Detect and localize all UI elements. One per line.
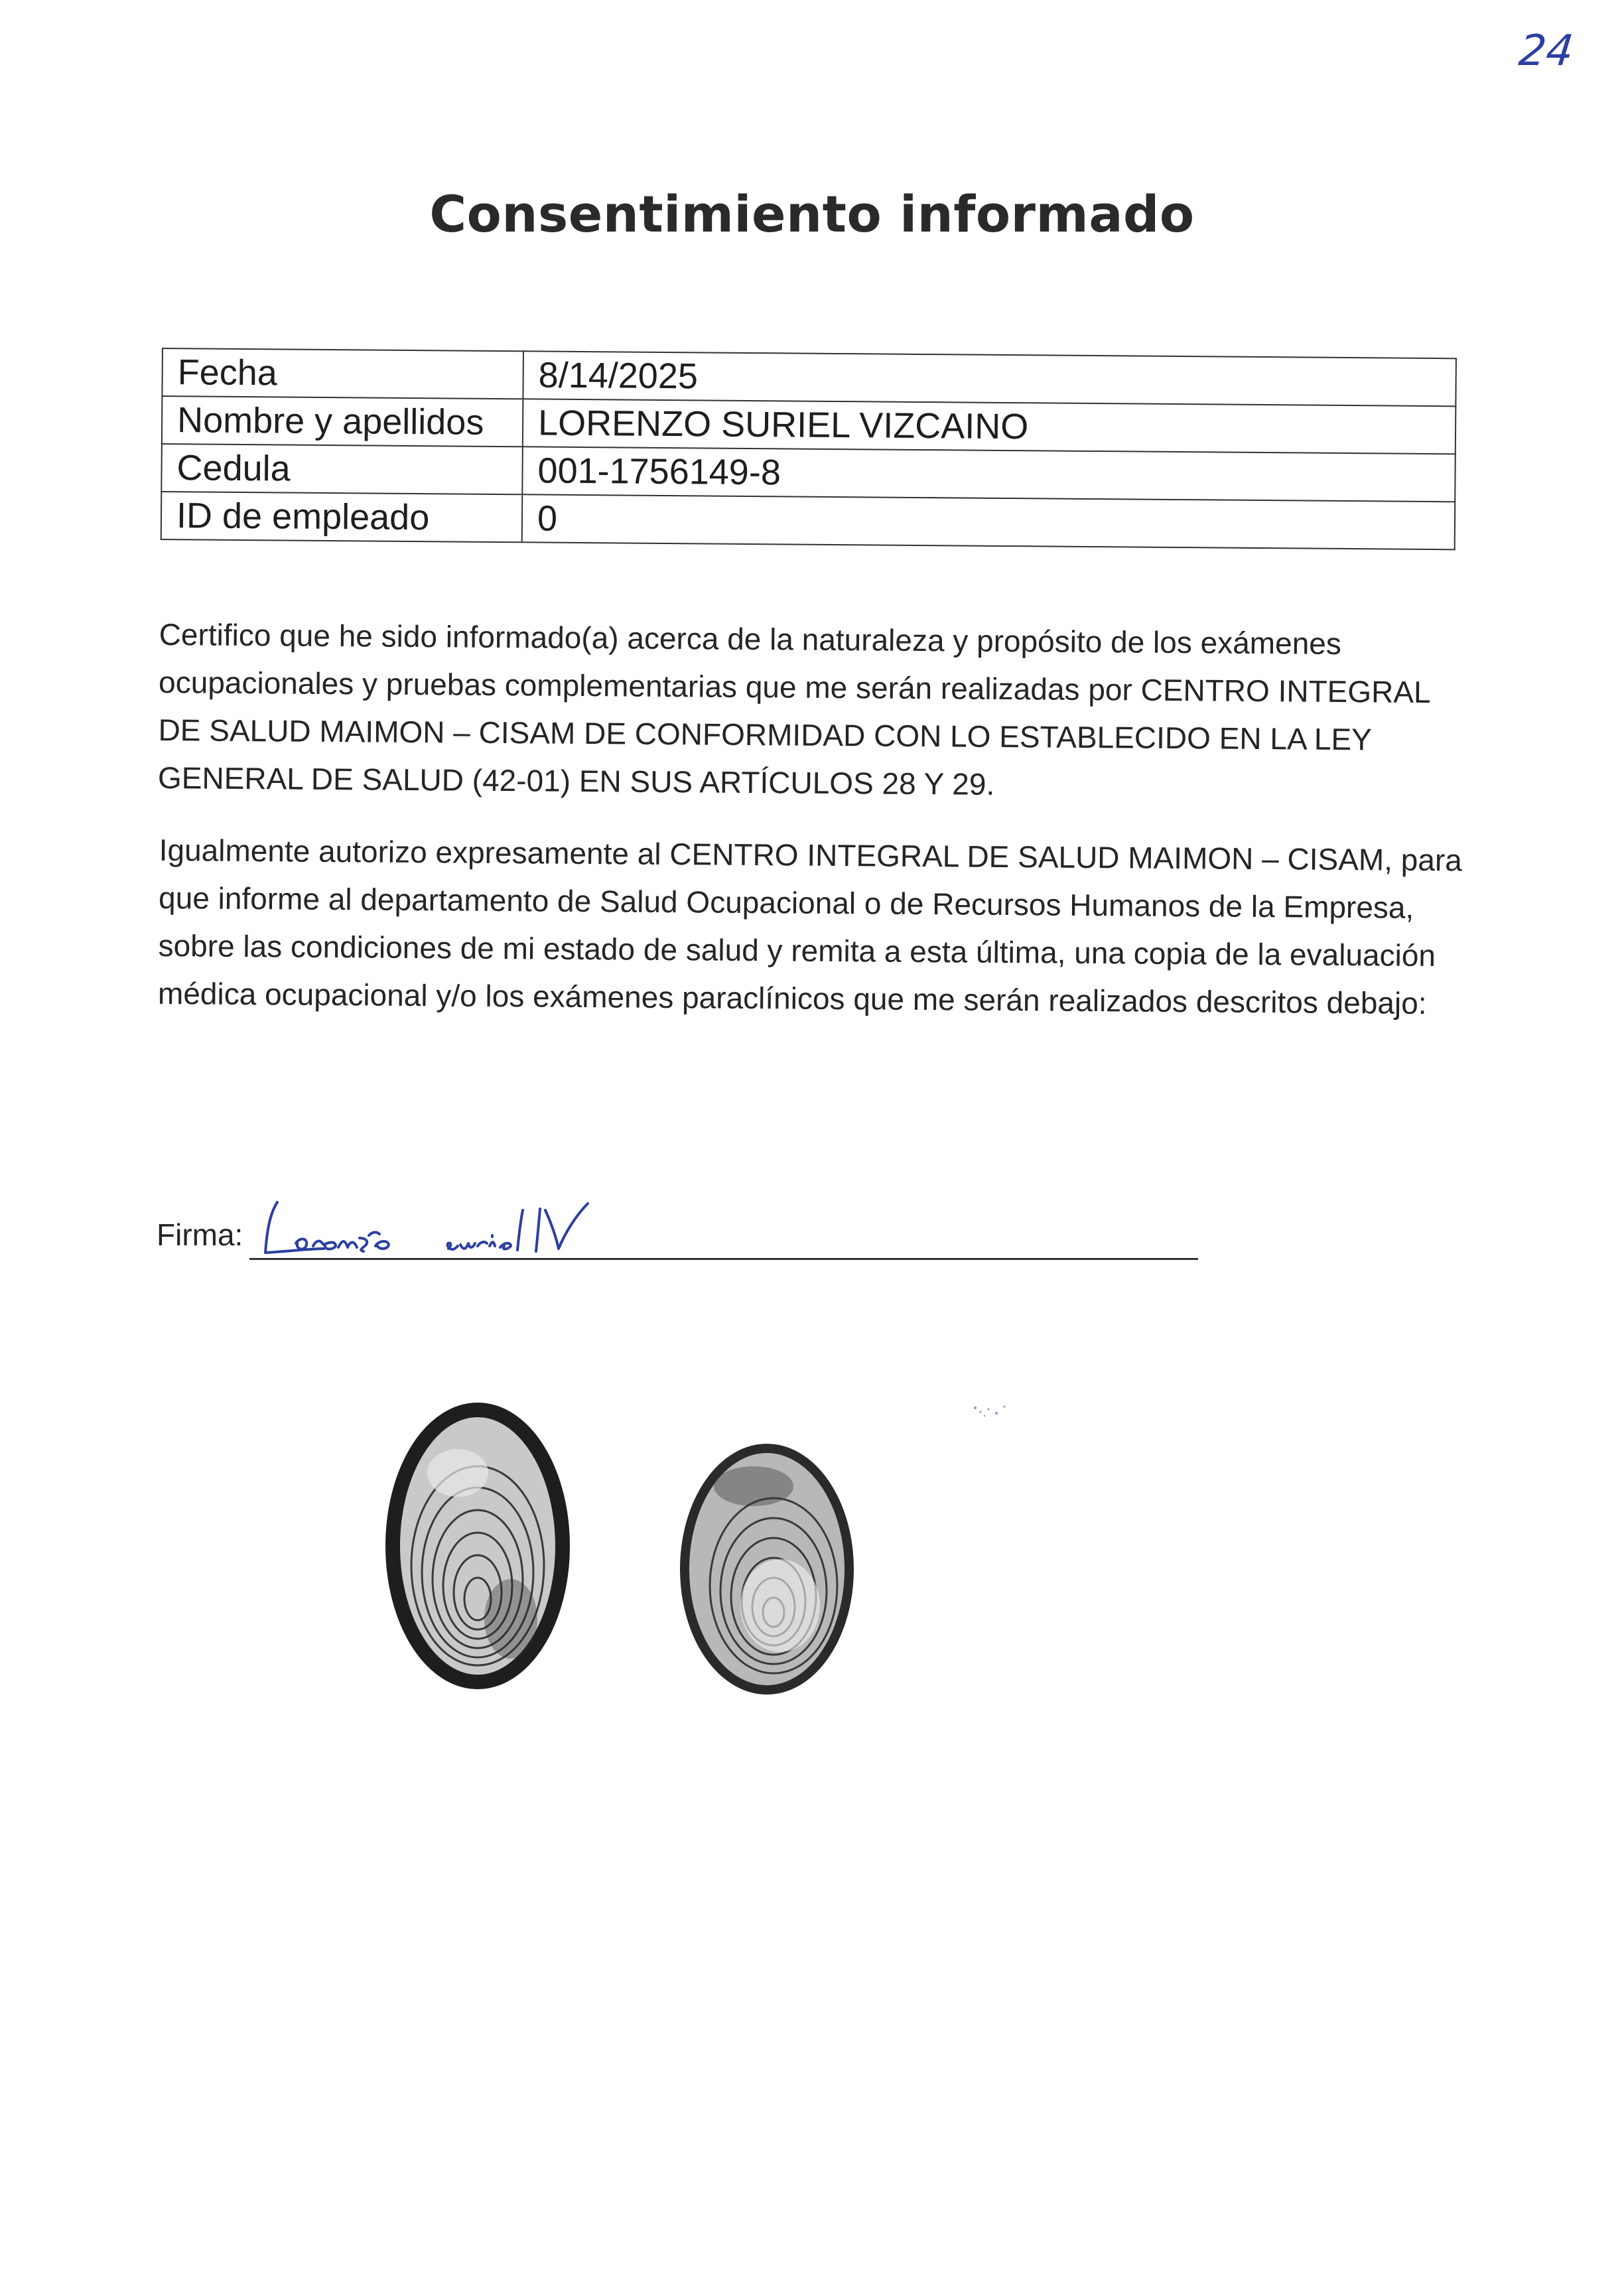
page-title: Consentimiento informado [429,184,1195,243]
table-row-value: 001-1756149-8 [522,447,1455,502]
table-row [161,492,1455,549]
table-row-label: Fecha [162,348,523,399]
table-row-label: Cedula [161,444,523,494]
table-row-label: ID de empleado [161,492,523,542]
table-row-label: Nombre y apellidos [162,396,523,447]
ink-speck [969,1400,1022,1426]
handwritten-signature [249,1188,820,1267]
signature-label: Firma: [157,1217,243,1252]
table-row-value: 0 [522,494,1455,549]
signature-section [157,1188,1191,1267]
consent-paragraph-2: Igualmente autorizo expresamente al CENTRO INTEGRAL DE SALUD MAIMON – CISAM, para que informe al departamento de Salud Ocupacional o de Recursos Humanos de la Empresa, sobre las condiciones de mi estado de salud y remita a esta última, una copia de la evaluación médica ocupacional y/o los exámenes paraclínicos que me serán realizados descritos debajo: [157,832,1463,1021]
left-fingerprint [385,1400,571,1692]
consent-paragraph-1: Certifico que he sido informado(a) acerca de la naturaleza y propósito de los exámenes ocupacionales y pruebas complementarias que me serán realizadas por CENTRO INTEGRAL DE SALUD MAIMON – CISAM DE CONFORMIDAD CON LO ESTABLECIDO EN LA LEY GENERAL DE SALUD (42-01) EN SUS ARTÍCULOS 28 Y 29. [157,616,1430,801]
page-number: 24 [1517,27,1576,76]
table-row-value: 8/14/2025 [523,351,1456,406]
right-fingerprint [674,1440,860,1699]
patient-info-table [161,348,1457,550]
table-row-value: LORENZO SURIEL VIZCAINO [523,399,1456,454]
